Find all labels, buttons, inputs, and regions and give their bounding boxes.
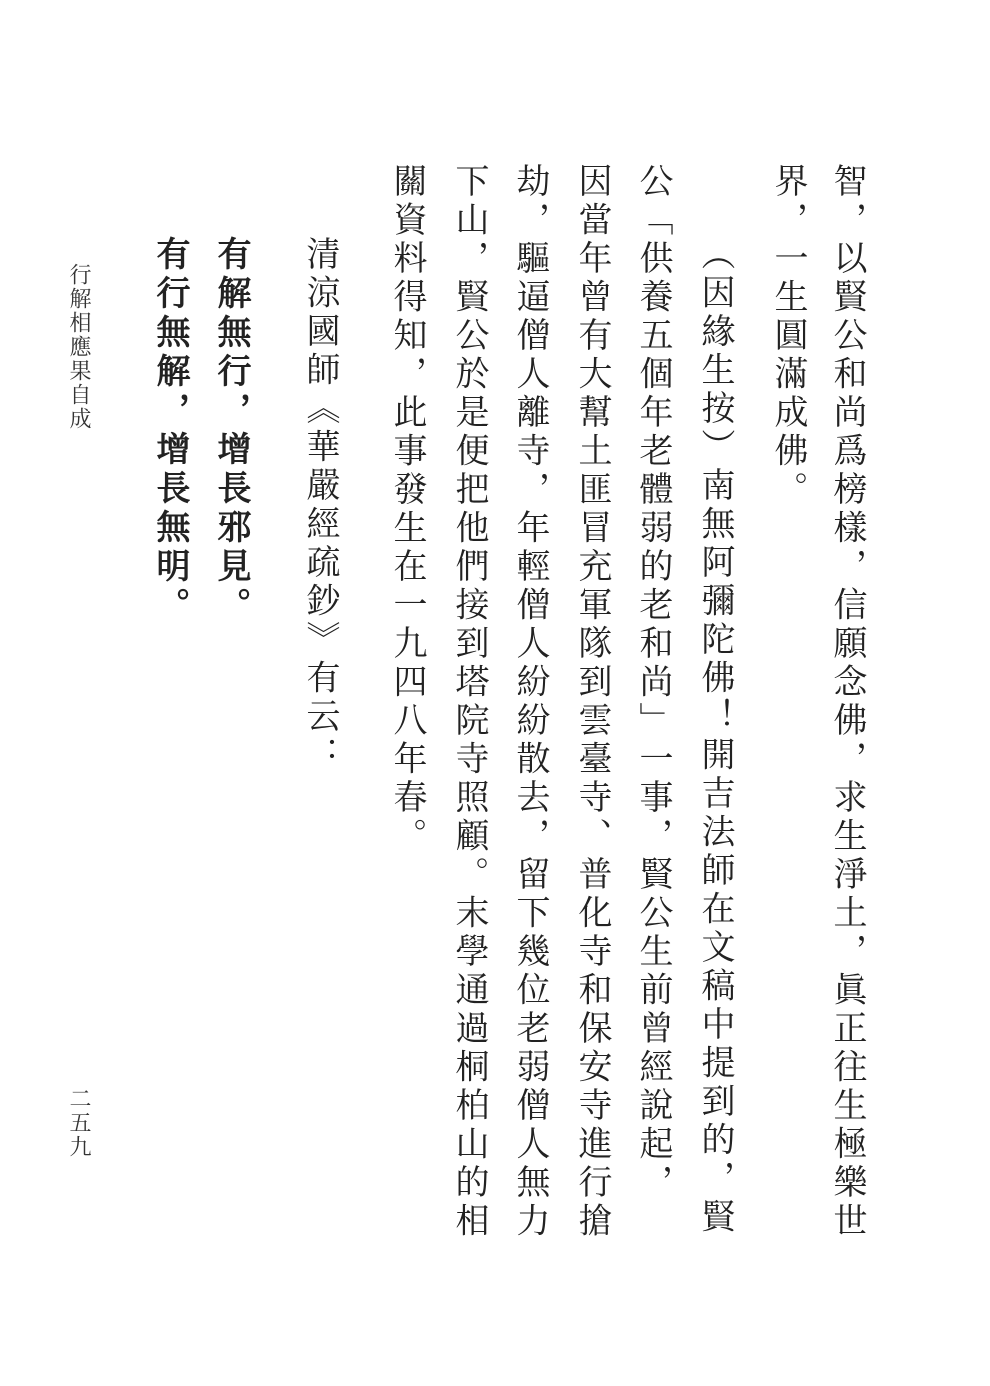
body-column-8: 關資料得知，此事發生在一九四八年春。 bbox=[387, 163, 427, 856]
body-column-2: 界，一生圓滿成佛。 bbox=[768, 163, 808, 510]
body-column-1: 智，以賢公和尚爲榜樣，信願念佛，求生淨土，眞正往生極樂世 bbox=[827, 163, 867, 1241]
body-column-9: 清涼國師《華嚴經疏鈔》有云： bbox=[300, 236, 340, 775]
quote-line-1: 有解無行，增長邪見。 bbox=[211, 236, 251, 626]
running-header: 行解相應果自成 bbox=[66, 263, 91, 431]
body-column-7: 下山，賢公於是便把他們接到塔院寺照顧。末學通過桐柏山的相 bbox=[449, 163, 489, 1241]
body-column-5: 因當年曾有大幫土匪冒充軍隊到雲臺寺、普化寺和保安寺進行搶 bbox=[572, 163, 612, 1241]
body-column-3: （因緣生按）南無阿彌陀佛！開吉法師在文稿中提到的，賢 bbox=[695, 236, 735, 1237]
page-number: 二五九 bbox=[66, 1087, 91, 1159]
body-column-6: 劫，驅逼僧人離寺，年輕僧人紛紛散去，留下幾位老弱僧人無力 bbox=[510, 163, 550, 1241]
body-column-4: 公「供養五個年老體弱的老和尚」一事，賢公生前曾經說起， bbox=[633, 163, 673, 1203]
quote-line-2: 有行無解，增長無明。 bbox=[150, 236, 190, 626]
